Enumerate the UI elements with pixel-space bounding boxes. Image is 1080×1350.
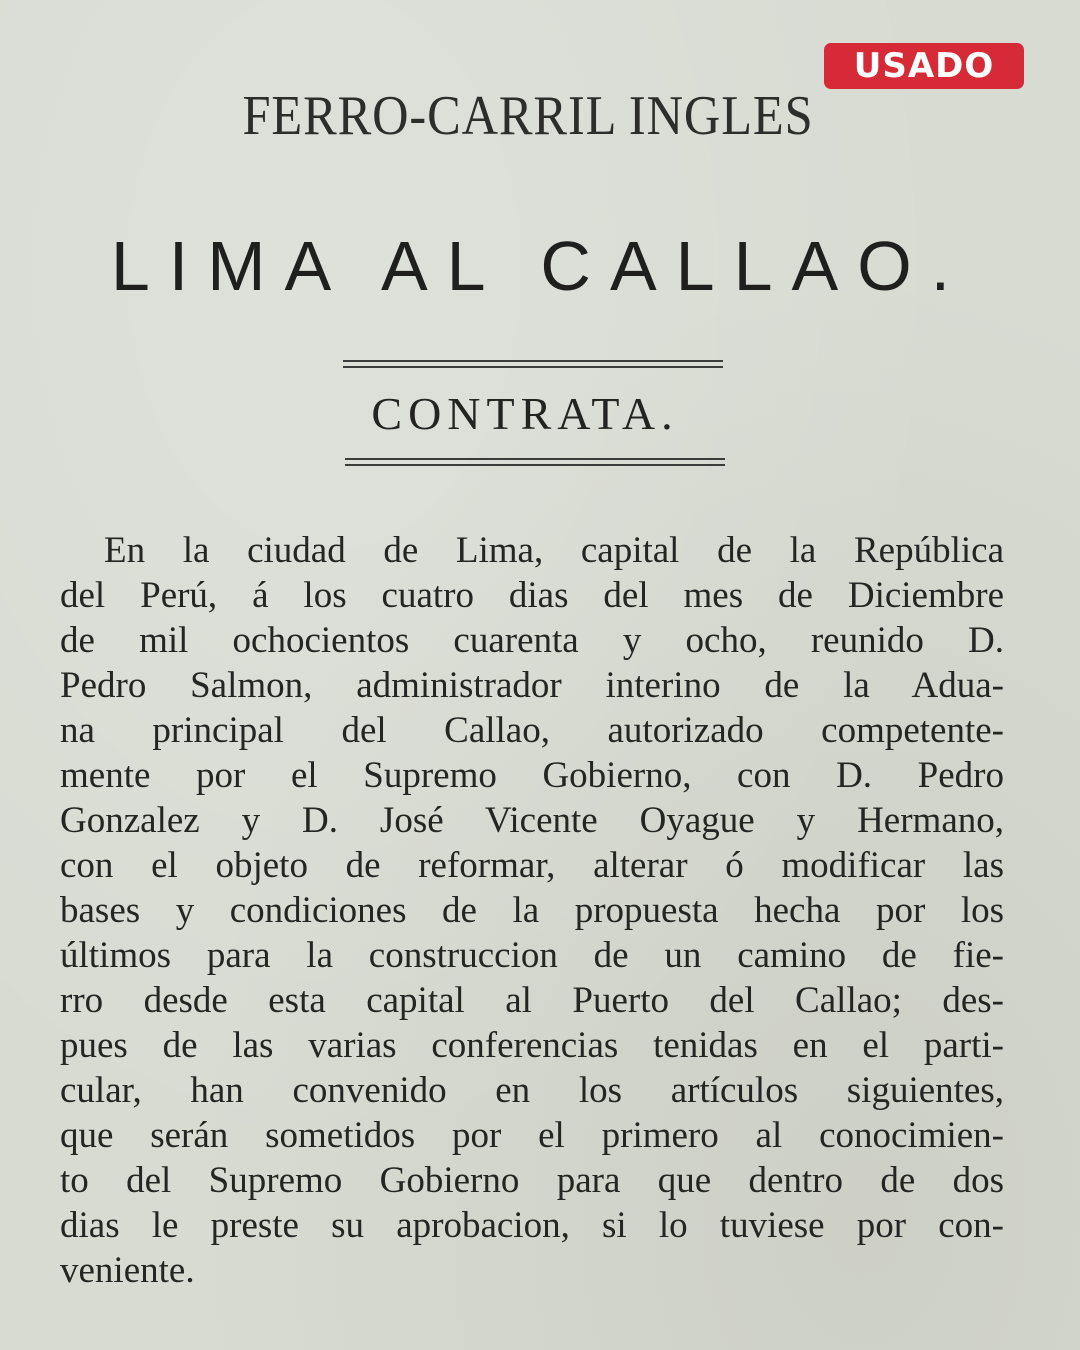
body-line: cular, han convenido en los artículos siguientes, xyxy=(60,1070,1004,1111)
body-line: to del Supremo Gobierno para que dentro de dos xyxy=(60,1160,1004,1201)
body-line: que serán sometidos por el primero al conocimien- xyxy=(60,1115,1004,1156)
body-line: últimos para la construccion de un camino de fie- xyxy=(60,935,1004,976)
body-line: Gonzalez y D. José Vicente Oyague y Hermano, xyxy=(60,800,1004,841)
header-route: LIMA AL CALLAO. xyxy=(110,227,970,305)
body-line: mente por el Supremo Gobierno, con D. Pedro xyxy=(60,755,1004,796)
used-badge: USADO xyxy=(824,43,1024,89)
body-line: dias le preste su aprobacion, si lo tuviese por con- xyxy=(60,1205,1004,1246)
body-line: na principal del Callao, autorizado competente- xyxy=(60,710,1004,751)
body-line: bases y condiciones de la propuesta hecha por los xyxy=(60,890,1004,931)
header-company: FERRO-CARRIL INGLES xyxy=(242,85,814,147)
body-line: con el objeto de reformar, alterar ó modificar las xyxy=(60,845,1004,886)
body-line: rro desde esta capital al Puerto del Callao; des- xyxy=(60,980,1004,1021)
body-line: veniente. xyxy=(60,1250,195,1291)
body-line: Pedro Salmon, administrador interino de la Adua- xyxy=(60,665,1004,706)
body-line: pues de las varias conferencias tenidas en el parti- xyxy=(60,1025,1004,1066)
double-rule-top xyxy=(343,360,723,368)
body-line: del Perú, á los cuatro dias del mes de Diciembre xyxy=(60,575,1004,616)
body-line: de mil ochocientos cuarenta y ocho, reunido D. xyxy=(60,620,1004,661)
body-line: En la ciudad de Lima, capital de la República xyxy=(104,530,1004,571)
contract-body xyxy=(60,528,1004,1293)
header-contract: CONTRATA. xyxy=(371,388,679,439)
double-rule-bottom xyxy=(345,458,725,466)
